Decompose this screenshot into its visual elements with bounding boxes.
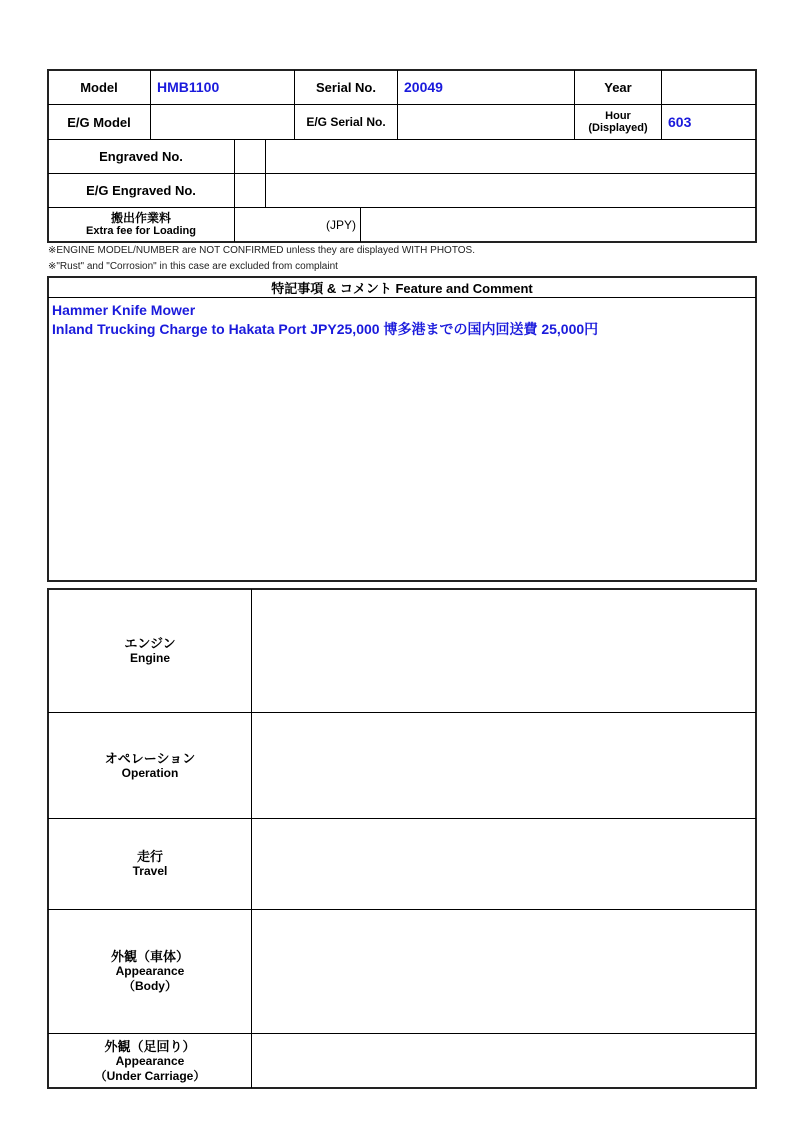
under-label-en2: （Under Carriage） <box>94 1068 206 1083</box>
under-label-en1: Appearance <box>115 1053 185 1068</box>
eg-model-label: E/G Model <box>67 114 131 130</box>
eg-engraved-label: E/G Engraved No. <box>86 183 196 198</box>
travel-label-en: Travel <box>132 864 168 878</box>
undercarriage-appearance-label <box>49 1034 251 1088</box>
operation-label <box>49 713 251 818</box>
body-label-en2: （Body） <box>122 979 177 993</box>
eg-serial-value <box>398 105 574 139</box>
engine-label <box>49 589 251 712</box>
hour-value: 603 <box>668 114 692 130</box>
model-label: Model <box>80 79 118 95</box>
comment-line-1: Hammer Knife Mower <box>52 302 196 318</box>
note-rust-excluded: ※"Rust" and "Corrosion" in this case are excluded from complaint <box>48 261 338 272</box>
extra-fee-currency: (JPY) <box>326 218 356 232</box>
body-label-jp: 外観（車体） <box>110 949 189 964</box>
eg-model-value <box>151 105 294 139</box>
body-label-en1: Appearance <box>115 964 185 978</box>
under-label-jp: 外観（足回り） <box>104 1038 196 1054</box>
serial-value: 20049 <box>404 79 443 95</box>
eg-serial-label: E/G Serial No. <box>306 115 386 129</box>
hour-label-line2: (Displayed) <box>588 122 648 134</box>
operation-label-en: Operation <box>121 765 179 780</box>
body-appearance-label <box>49 910 251 1033</box>
operation-label-jp: オペレーション <box>104 750 196 766</box>
extra-fee-label <box>48 208 234 242</box>
engraved-label: Engraved No. <box>99 149 183 164</box>
extra-fee-label-jp: 搬出作業料 <box>110 211 171 225</box>
model-value: HMB1100 <box>157 79 220 95</box>
comment-title: 特記事項 & コメント Feature and Comment <box>271 280 533 296</box>
hour-label-line1: Hour <box>605 110 631 122</box>
travel-label <box>49 819 251 909</box>
travel-label-jp: 走行 <box>136 849 163 864</box>
year-value <box>662 70 756 104</box>
hour-label <box>575 105 661 139</box>
year-label: Year <box>604 79 632 95</box>
note-engine-confirm: ※ENGINE MODEL/NUMBER are NOT CONFIRMED unless they are displayed WITH PHOTOS. <box>48 245 475 256</box>
serial-label: Serial No. <box>316 79 376 95</box>
comment-line-2: Inland Trucking Charge to Hakata Port JPY25,000 博多港までの国内回送費 25,000円 <box>52 321 599 337</box>
engine-label-en: Engine <box>129 650 170 665</box>
extra-fee-label-en: Extra fee for Loading <box>85 225 197 237</box>
engine-label-jp: エンジン <box>124 635 176 651</box>
